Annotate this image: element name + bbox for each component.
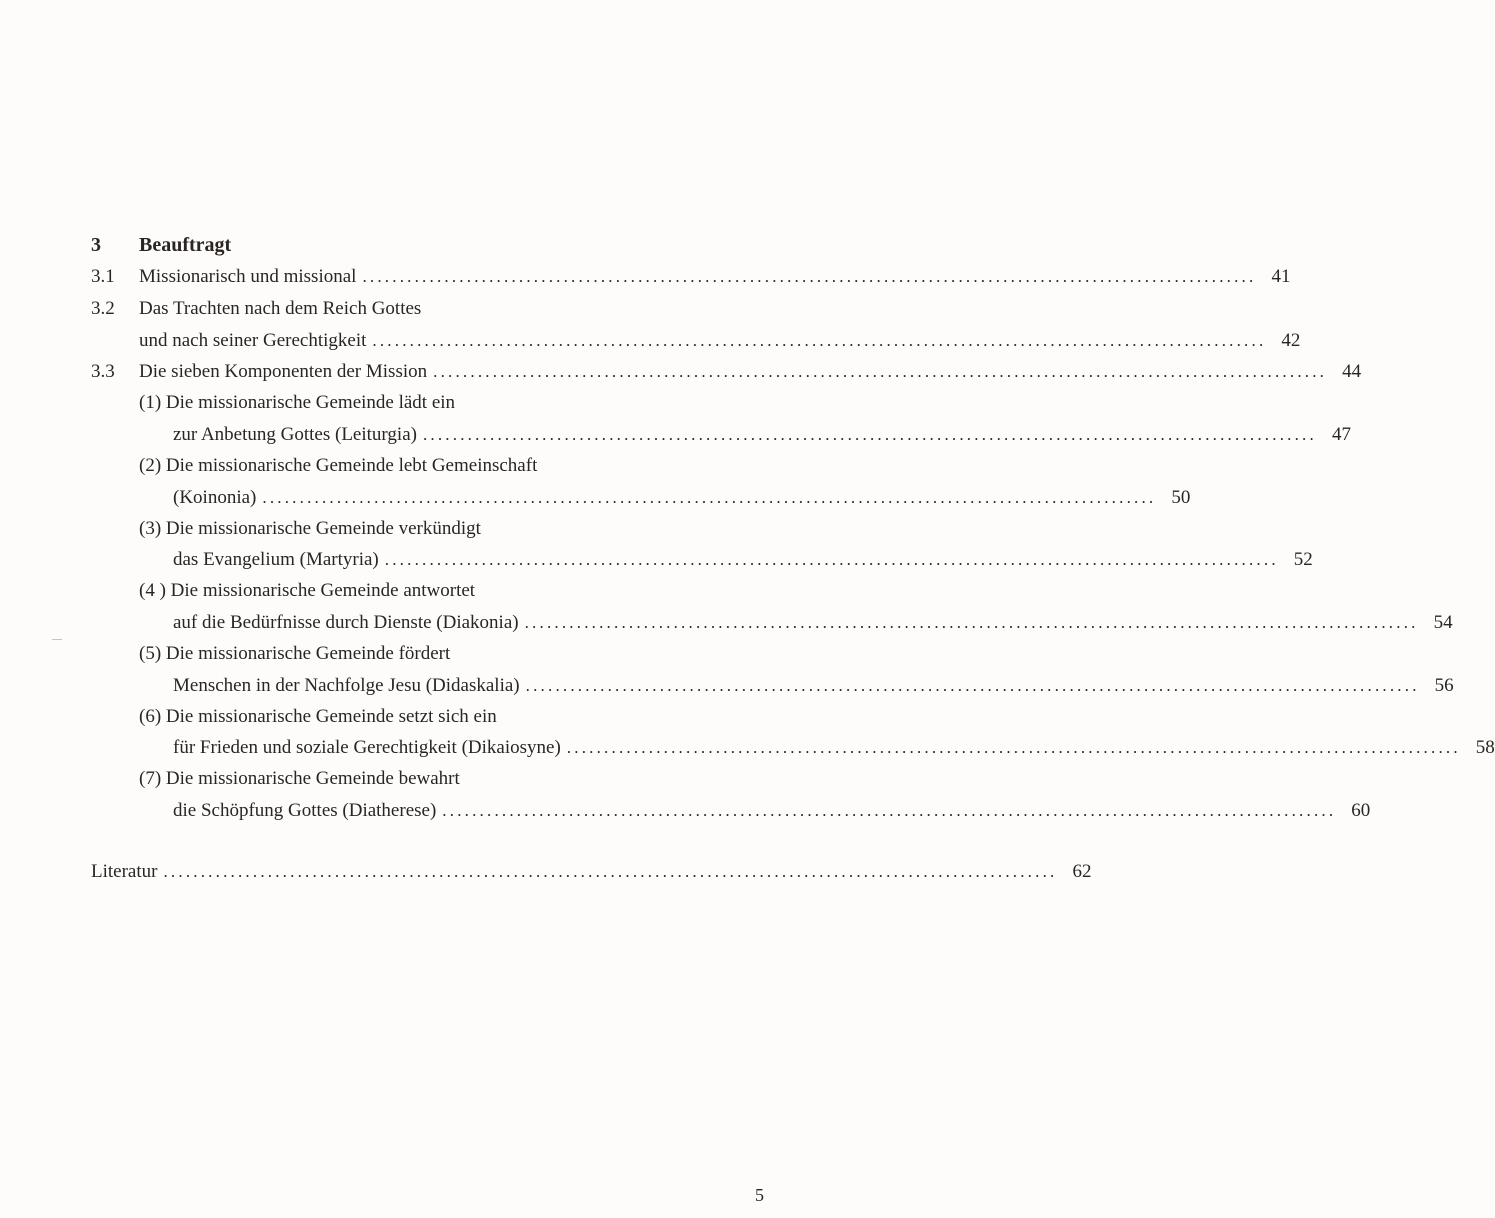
dot-leader: ........................................................................................................................ (442, 801, 1337, 820)
toc-entry (139, 359, 1362, 385)
dot-leader: ........................................................................................................................ (372, 331, 1267, 350)
literature-label: Literatur (91, 861, 158, 882)
dot-leader: ........................................................................................................................ (524, 613, 1419, 632)
folio-page-number: 5 (755, 1185, 764, 1205)
component-title-cont: zur Anbetung Gottes (Leiturgia) (173, 424, 417, 445)
component-title: (2) Die missionarische Gemeinde lebt Gemeinschaft (139, 455, 538, 476)
section-number: 3.2 (91, 298, 115, 319)
section-number: 3.3 (91, 361, 115, 382)
dot-leader: ........................................................................................................................ (433, 362, 1328, 381)
toc-entry-literature (91, 859, 1092, 885)
toc-page-number: 47 (1331, 424, 1351, 445)
toc-page-number: 54 (1433, 612, 1453, 633)
toc-entry (173, 485, 1191, 511)
toc-entry (173, 610, 1453, 636)
component-title-cont: für Frieden und soziale Gerechtigkeit (Dikaiosyne) (173, 737, 561, 758)
toc-entry (173, 673, 1454, 699)
component-title-cont: das Evangelium (Martyria) (173, 549, 379, 570)
toc-page-number: 60 (1351, 800, 1371, 821)
toc-page-number: 52 (1293, 549, 1313, 570)
dot-leader: ........................................................................................................................ (566, 738, 1461, 757)
toc-page-number: 56 (1434, 675, 1454, 696)
component-title: (6) Die missionarische Gemeinde setzt sich ein (139, 706, 497, 727)
dot-leader: ........................................................................................................................ (525, 676, 1420, 695)
toc-page-number: 62 (1072, 861, 1092, 882)
toc-entry-title: und nach seiner Gerechtigkeit (139, 330, 367, 351)
component-title-cont: Menschen in der Nachfolge Jesu (Didaskalia) (173, 675, 520, 696)
dot-leader: ........................................................................................................................ (163, 862, 1058, 881)
component-title: (3) Die missionarische Gemeinde verkündigt (139, 518, 481, 539)
toc-entry (173, 422, 1351, 448)
component-title-cont: die Schöpfung Gottes (Diatherese) (173, 800, 437, 821)
margin-mark (52, 639, 62, 640)
toc-entry (173, 547, 1313, 573)
toc-entry (173, 735, 1495, 761)
toc-page-number: 50 (1171, 487, 1191, 508)
component-title: (4 ) Die missionarische Gemeinde antwortet (139, 580, 476, 601)
component-title: (5) Die missionarische Gemeinde fördert (139, 643, 451, 664)
toc-entry-title: Die sieben Komponenten der Mission (139, 361, 428, 382)
toc-entry (173, 798, 1371, 824)
toc-page-number: 41 (1271, 266, 1291, 287)
chapter-number: 3 (91, 234, 101, 256)
toc-page-number: 44 (1342, 361, 1362, 382)
dot-leader: ........................................................................................................................ (384, 550, 1279, 569)
dot-leader: ........................................................................................................................ (362, 267, 1257, 286)
section-number: 3.1 (91, 266, 115, 287)
chapter-title: Beauftragt (139, 234, 232, 256)
toc-page-number: 58 (1475, 737, 1495, 758)
toc-entry-title: Das Trachten nach dem Reich Gottes (139, 298, 422, 319)
component-title: (1) Die missionarische Gemeinde lädt ein (139, 392, 456, 413)
component-title-cont: (Koinonia) (173, 487, 257, 508)
toc-entry-title: Missionarisch und missional (139, 266, 357, 287)
toc-entry (139, 328, 1301, 354)
component-title-cont: auf die Bedürfnisse durch Dienste (Diakonia) (173, 612, 519, 633)
toc-entry (139, 264, 1291, 290)
component-title: (7) Die missionarische Gemeinde bewahrt (139, 768, 460, 789)
toc-page-number: 42 (1281, 330, 1301, 351)
dot-leader: ........................................................................................................................ (262, 488, 1157, 507)
dot-leader: ........................................................................................................................ (422, 425, 1317, 444)
